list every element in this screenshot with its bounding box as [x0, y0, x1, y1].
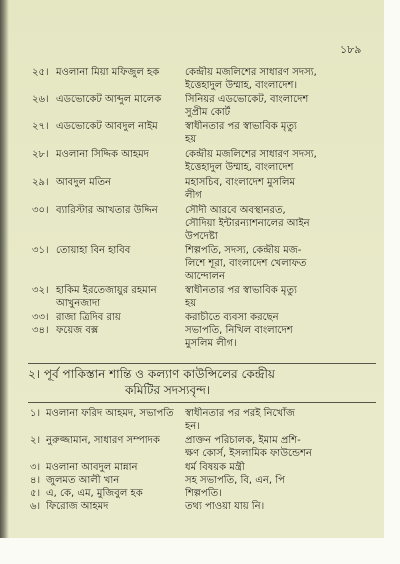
desc-line: হয়: [185, 134, 197, 145]
item-number: ২৭।: [32, 121, 49, 132]
binding-shadow: [0, 0, 9, 538]
section-heading: ২। পূর্ব পাকিস্তান শান্তি ও কল্যাণ কাউন্সিলের কেন্দ্রীয়: [28, 367, 275, 381]
name-line: মওলানা আবদুল মান্নান: [46, 462, 138, 473]
member-name: [56, 311, 184, 324]
desc-line: কেন্দ্রীয় মজলিশের সাধারণ সদস্য,: [185, 67, 317, 78]
desc-line: স্বাধীনতার পর স্বাভাবিক মৃত্যু: [185, 285, 297, 296]
name-line: আখুনজাদা: [56, 298, 101, 309]
member-status: [185, 407, 377, 433]
desc-line: মুসলিম লীগ।: [185, 338, 237, 349]
member-name: [56, 324, 184, 337]
member-name: [56, 204, 184, 217]
desc-line: প্রাক্তন পরিচালক, ইমাম প্রশি-: [185, 435, 301, 446]
name-line: মওলানা ফরিদ আহমদ, সভাপতি: [46, 408, 174, 419]
item-number: ২৬।: [32, 94, 49, 105]
member-name: [46, 500, 186, 513]
desc-line: আন্দোলন: [185, 271, 226, 282]
page-number: ১৮৯: [340, 43, 362, 56]
desc-line: সিনিয়র এডভোকেট, বাংলাদেশ: [185, 94, 309, 105]
member-status: [185, 284, 377, 310]
item-number: ৩০।: [32, 205, 49, 216]
member-status: [185, 148, 377, 174]
desc-line: ধর্ম বিষয়ক মন্ত্রী: [185, 462, 245, 473]
name-line: আবদুল মতিন: [56, 177, 111, 188]
item-number: ২।: [30, 435, 41, 446]
desc-line: ইত্তেহাদুল উম্মাহ, বাংলাদেশ: [185, 162, 294, 173]
member-name: [56, 120, 184, 133]
divider-bottom: [28, 402, 376, 403]
member-status: [185, 176, 377, 202]
desc-line: লিশে শূরা, বাংলাদেশ খেলাফত: [185, 258, 307, 269]
name-line: ব্যারিস্টার আখতার উদ্দিন: [56, 205, 158, 216]
desc-line: তথ্য পাওয়া যায় নি।: [185, 501, 265, 512]
desc-line: লীগ: [185, 190, 202, 201]
name-line: তোয়াহা বিন হাবিব: [56, 245, 131, 256]
desc-line: উপদেষ্টা: [185, 231, 218, 242]
desc-line: শিল্পপতি, সদস্য, কেন্দ্রীয় মজ-: [185, 245, 302, 256]
member-status: [185, 311, 377, 324]
item-number: ৩।: [30, 462, 41, 473]
desc-line: সহ সভাপতি, বি, এন, পি: [185, 475, 285, 486]
member-status: [185, 461, 377, 474]
name-line: হাকিম ইরতেজায়ুর রহমান: [56, 285, 157, 296]
desc-line: মহাসচিব, বাংলাদেশ মুসলিম: [185, 177, 296, 188]
name-line: ফয়েজ বক্স: [56, 325, 99, 336]
item-number: ২৮।: [32, 149, 49, 160]
name-line: মওলানা সিদ্দিক আহমদ: [56, 149, 149, 160]
member-name: [56, 284, 184, 310]
member-name: [56, 66, 184, 79]
item-number: ২৯।: [32, 177, 49, 188]
member-status: [185, 324, 377, 350]
desc-line: স্বাধীনতার পর স্বাভাবিক মৃত্যু: [185, 121, 297, 132]
desc-line: সৌদী আরবে অবস্থানরত,: [185, 205, 286, 216]
desc-line: ইত্তেহাদুল উম্মাহ, বাংলাদেশ।: [185, 80, 298, 91]
desc-line: শিল্পপতি।: [185, 488, 222, 499]
member-name: [46, 474, 186, 487]
divider-top: [28, 363, 376, 364]
item-number: ৩২।: [32, 285, 49, 296]
section-heading-line2: কমিটির সদস্যবৃন্দ।: [125, 383, 211, 397]
item-number: ৪।: [30, 475, 41, 486]
member-name: [46, 487, 186, 500]
member-name: [56, 93, 184, 106]
desc-line: ক্ষণ কোর্স, ইসলামিক ফাউন্ডেশন: [185, 448, 312, 459]
desc-line: হন।: [185, 421, 200, 432]
name-line: নুরুজ্জামান, সাধারণ সম্পাদক: [46, 435, 160, 446]
desc-line: সভাপতি, নিখিল বাংলাদেশ: [185, 325, 293, 336]
member-name: [46, 434, 186, 447]
name-line: রাজা ত্রিদিব রায়: [56, 312, 121, 323]
member-status: [185, 120, 377, 146]
member-name: [56, 148, 184, 161]
member-status: [185, 487, 377, 500]
desc-line: করাচীতে ব্যবসা করছেন: [185, 312, 279, 323]
desc-line: সৌদিয়া ইন্টারন্যাশনালের আইন: [185, 218, 310, 229]
member-status: [185, 434, 377, 460]
desc-line: স্বাধীনতার পর পরই নিখোঁজ: [185, 408, 295, 419]
member-status: [185, 66, 377, 92]
member-status: [185, 93, 377, 119]
desc-line: কেন্দ্রীয় মজলিশের সাধারণ সদস্য,: [185, 149, 317, 160]
member-status: [185, 500, 377, 513]
item-number: ৩৩।: [32, 312, 49, 323]
name-line: মওলানা মিয়া মফিজুল হক: [56, 67, 160, 78]
member-name: [56, 244, 184, 257]
member-status: [185, 474, 377, 487]
member-status: [185, 244, 377, 283]
member-name: [46, 461, 186, 474]
item-number: ৩৪।: [32, 325, 49, 336]
item-number: ১।: [30, 408, 41, 419]
member-name: [56, 176, 184, 189]
item-number: ৩১।: [32, 245, 49, 256]
item-number: ৫।: [30, 488, 41, 499]
name-line: এডভোকেট আব্দুল মালেক: [56, 94, 162, 105]
name-line: জুলমত আলী খান: [46, 475, 120, 486]
name-line: এডভোকেট আবদুল নাইম: [56, 121, 158, 132]
name-line: এ, কে, এম, মুজিবুল হক: [46, 488, 143, 499]
desc-line: সুপ্রীম কোর্ট: [185, 107, 231, 118]
name-line: ফিরোজ আহমদ: [46, 501, 109, 512]
item-number: ২৫।: [32, 67, 49, 78]
item-number: ৬।: [30, 501, 41, 512]
desc-line: হয়: [185, 298, 197, 309]
member-name: [46, 407, 186, 420]
member-status: [185, 204, 377, 243]
